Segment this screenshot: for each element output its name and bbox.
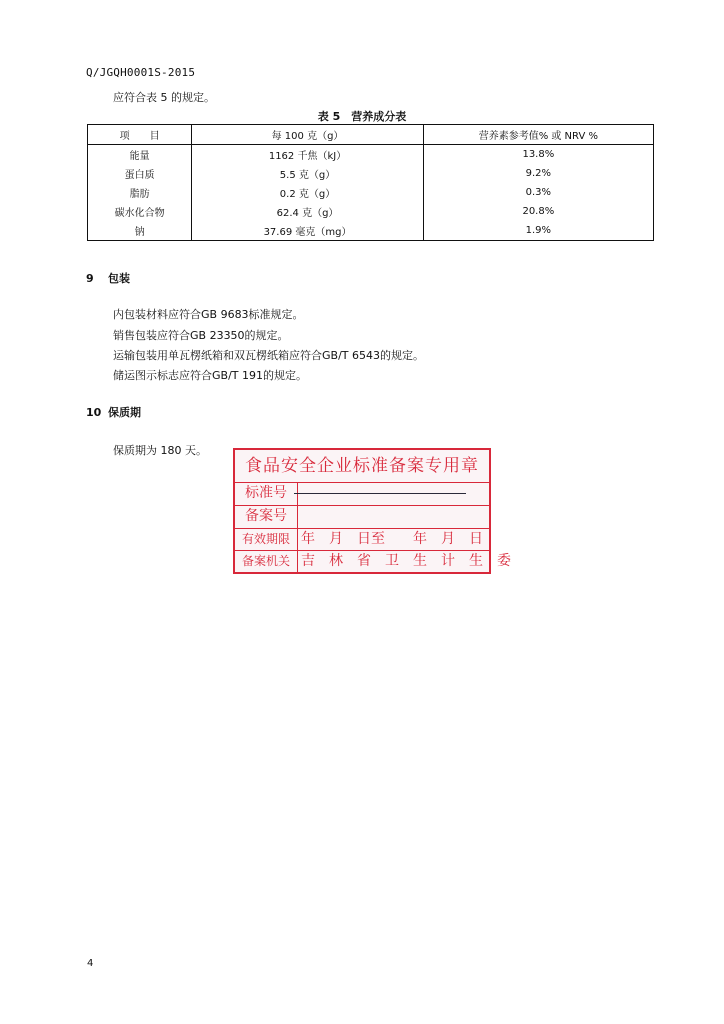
page-number: 4 — [87, 958, 94, 969]
table-row — [88, 221, 654, 241]
row-sodium-nrv: 1.9% — [423, 221, 653, 241]
packaging-line-3: 运输包装用单瓦楞纸箱和双瓦楞纸箱应符合GB/T 6543的规定。 — [113, 349, 424, 362]
packaging-line-1: 内包装材料应符合GB 9683标准规定。 — [113, 308, 304, 321]
row-protein-nrv: 9.2% — [423, 164, 653, 183]
row-protein-value: 5.5 克（g） — [192, 164, 423, 183]
table-header-row — [88, 125, 654, 145]
header-nrv: 营养素参考值% 或 NRV % — [423, 125, 653, 145]
row-carbohydrate-nrv: 20.8% — [423, 202, 653, 221]
row-fat-nrv: 0.3% — [423, 183, 653, 202]
section-10-heading — [86, 404, 141, 420]
row-carbohydrate-name: 碳水化合物 — [88, 202, 192, 221]
row-fat-name: 脂肪 — [88, 183, 192, 202]
stamp-standard-row — [235, 483, 489, 506]
handwritten-line — [294, 493, 466, 494]
nutrition-table — [87, 124, 654, 241]
section-9-title: 包装 — [108, 272, 130, 285]
table-row — [88, 202, 654, 221]
stamp-valid-value: 年 月 日至 年 月 日 — [301, 531, 483, 547]
stamp-agency-label: 备案机关 — [235, 551, 298, 572]
stamp-agency-row — [235, 551, 511, 572]
row-energy-name: 能量 — [88, 145, 192, 165]
row-energy-value: 1162 千焦（kJ） — [192, 145, 423, 165]
stamp-record-label: 备案号 — [235, 506, 298, 528]
section-9-heading — [86, 270, 130, 286]
stamp-record-row — [235, 506, 489, 529]
row-energy-nrv: 13.8% — [423, 145, 653, 165]
stamp-standard-label: 标准号 — [235, 483, 298, 505]
table-title: 表 5 营养成分表 — [317, 110, 407, 123]
stamp-valid-row — [235, 529, 489, 551]
row-fat-value: 0.2 克（g） — [192, 183, 423, 202]
row-protein-name: 蛋白质 — [88, 164, 192, 183]
record-stamp — [233, 448, 511, 574]
stamp-agency-value: 吉 林 省 卫 生 计 生 委 — [301, 553, 511, 569]
packaging-line-4: 储运图示标志应符合GB/T 191的规定。 — [113, 369, 307, 382]
header-per-100g: 每 100 克（g） — [192, 125, 423, 145]
header-item: 项 目 — [88, 125, 192, 145]
row-carbohydrate-value: 62.4 克（g） — [192, 202, 423, 221]
row-sodium-name: 钠 — [88, 221, 192, 241]
stamp-valid-label: 有效期限 — [235, 529, 298, 550]
table-row — [88, 145, 654, 165]
stamp-title-row — [235, 450, 489, 483]
document-code: Q/JGQH0001S-2015 — [86, 66, 196, 79]
table-row — [88, 164, 654, 183]
intro-text: 应符合表 5 的规定。 — [113, 91, 215, 104]
section-10-title: 保质期 — [108, 406, 141, 419]
table-row — [88, 183, 654, 202]
shelf-life-text: 保质期为 180 天。 — [113, 444, 207, 457]
stamp-title: 食品安全企业标准备案专用章 — [245, 456, 479, 476]
row-sodium-value: 37.69 毫克（mg） — [192, 221, 423, 241]
packaging-line-2: 销售包装应符合GB 23350的规定。 — [113, 329, 289, 342]
section-9-number: 9 — [86, 272, 94, 285]
section-10-number: 10 — [86, 406, 102, 419]
